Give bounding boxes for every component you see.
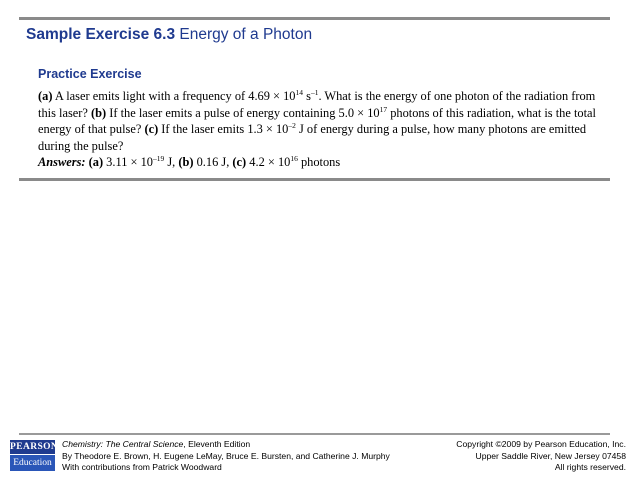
exercise-question	[38, 88, 598, 154]
answer-a-exponent: –19	[152, 154, 165, 163]
slide-title-number: Sample Exercise 6.3	[26, 26, 176, 43]
publisher-address: Upper Saddle River, New Jersey 07458	[475, 450, 626, 461]
part-c-question: J of energy during a pulse, how many photons are emitted during the pulse?	[38, 122, 587, 153]
part-b-exponent: 17	[379, 104, 388, 114]
part-a-unit: s	[303, 89, 311, 103]
slide-title	[26, 26, 312, 44]
answer-c-exponent: 16	[290, 154, 298, 163]
part-b-question: photons of this radiation, what is the total energy of that pulse?	[38, 105, 596, 136]
section-title: Practice Exercise	[38, 67, 142, 81]
answer-a-label: (a)	[88, 155, 104, 169]
book-contributions: With contributions from Patrick Woodward	[62, 462, 222, 472]
answer-b-value: 0.16 J,	[193, 155, 233, 169]
answer-a-unit: J,	[164, 155, 179, 169]
logo-top-text: PEARSON	[10, 442, 59, 452]
answer-c-label: (c)	[232, 155, 247, 169]
answer-b-label: (b)	[178, 155, 194, 169]
exercise-text	[38, 88, 598, 171]
part-b-label: (b)	[91, 105, 107, 120]
answers-label: Answers:	[38, 155, 86, 169]
slide-title-topic: Energy of a Photon	[179, 26, 313, 43]
content-divider	[19, 178, 610, 181]
book-authors: By Theodore E. Brown, H. Eugene LeMay, Bruce E. Bursten, and Catherine J. Murphy	[62, 450, 390, 461]
footer-rule	[19, 433, 610, 435]
answer-c-unit: photons	[297, 155, 341, 169]
footer-book-info	[62, 439, 390, 474]
pearson-logo	[10, 440, 59, 471]
footer-copyright	[456, 439, 626, 474]
part-c-exponent: –2	[288, 121, 296, 130]
book-title: Chemistry: The Central Science	[62, 439, 184, 449]
book-edition: , Eleventh Edition	[183, 439, 251, 449]
part-a-question: . What is the energy of one photon of the radiation from this laser?	[38, 89, 596, 120]
part-c-label: (c)	[144, 122, 159, 136]
part-a-exponent: 14	[295, 88, 304, 97]
part-c-text: If the laser emits 1.3 × 10	[158, 122, 289, 136]
answer-a-value: 3.11 × 10	[103, 155, 153, 169]
logo-bottom-text: Education	[10, 455, 55, 471]
part-a-label: (a)	[38, 89, 53, 103]
part-a-unit-exponent: –1	[310, 88, 319, 97]
part-a-text: A laser emits light with a frequency of 4.69 × 10	[52, 89, 296, 103]
part-b-text: If the laser emits a pulse of energy containing 5.0 × 10	[106, 105, 380, 120]
top-rule	[19, 17, 610, 20]
answers-line	[38, 154, 598, 171]
rights-line: All rights reserved.	[554, 462, 626, 472]
book-title-line	[62, 439, 390, 451]
answer-c-value: 4.2 × 10	[246, 155, 291, 169]
copyright-line: Copyright ©2009 by Pearson Education, Inc.	[456, 439, 626, 449]
